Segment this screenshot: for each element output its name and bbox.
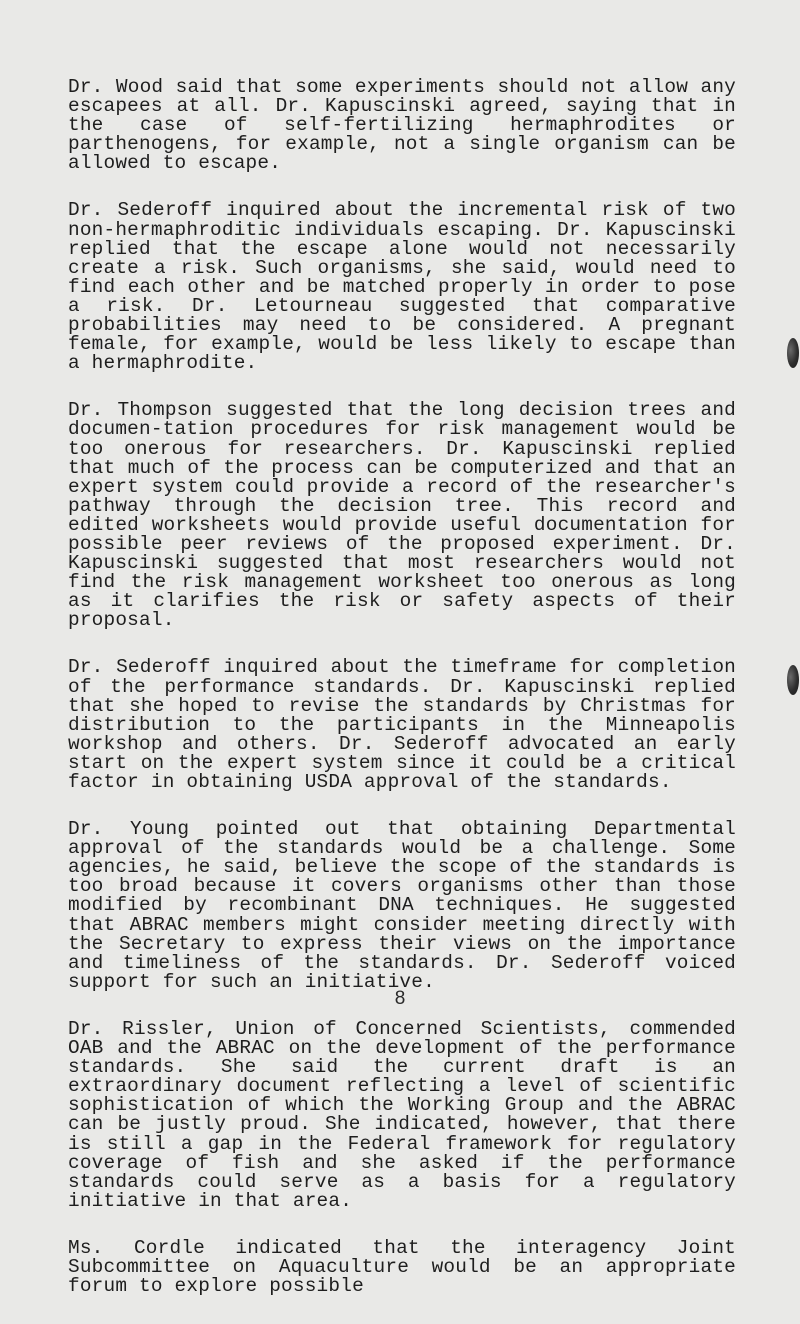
punch-hole-mark (787, 338, 799, 368)
punch-hole-mark (787, 665, 799, 695)
paragraph-rissler-commendation: Dr. Rissler, Union of Concerned Scientists, commended OAB and the ABRAC on the development of the performance standards. She said the current draft is an extraordinary document reflecting a level of scientific sophistication of which the Working Group and the ABRAC can be justly proud. She indicated, however, that there is still a gap in the Federal framework for regulatory coverage of fish and she asked if the performance standards could serve as a basis for a regulatory initiative in that area. (68, 1017, 736, 1212)
paragraph-young-departmental-approval: Dr. Young pointed out that obtaining Departmental approval of the standards would be a challenge. Some agencies, he said, believe the scope of the standards is too broad because it covers organisms other than those modified by recombinant DNA techniques. He suggested that ABRAC members might consider meeting directly with the Secretary to express their views on the importance and timeliness of the standards. Dr. Sederoff voiced support for such an initiative. (68, 818, 736, 993)
paragraph-sederoff-incremental-risk: Dr. Sederoff inquired about the incremental risk of two non-hermaphroditic individuals escaping. Dr. Kapuscinski replied that the escape alone would not necessarily create a risk. Such organisms, she said, would need to find each other and be matched properly in order to pose a risk. Dr. Letourneau suggested that comparative probabilities may need to be considered. A pregnant female, for example, would be less likely to escape than a hermaphrodite. (68, 199, 736, 375)
page-number: 8 (394, 988, 406, 1009)
paragraph-sederoff-timeframe: Dr. Sederoff inquired about the timeframe for completion of the performance standards. Dr. Kapuscinski replied that she hoped to revise the standards by Christmas for distribution to the participants in the Minneapolis workshop and others. Dr. Sederoff advocated an early start on the expert system since it could be a critical factor in obtaining USDA approval of the standards. (68, 656, 736, 793)
paragraph-wood-escapees: Dr. Wood said that some experiments should not allow any escapees at all. Dr. Kapuscinski agreed, saying that in the case of self-fertilizing hermaphrodites or parthenogens, for example, not a single organism can be allowed to escape. (68, 76, 736, 175)
paragraph-cordle-aquaculture: Ms. Cordle indicated that the interagency Joint Subcommittee on Aquaculture would be an appropriate forum to explore possible (68, 1236, 736, 1298)
document-body (68, 78, 736, 1324)
paragraph-thompson-decision-trees: Dr. Thompson suggested that the long decision trees and documen-tation procedures for risk management would be too onerous for researchers. Dr. Kapuscinski replied that much of the process can be computerized and that an expert system could provide a record of the researcher's pathway through the decision tree. This record and edited worksheets would provide useful documentation for possible peer reviews of the proposed experiment. Dr. Kapuscinski suggested that most researchers would not find the risk management worksheet too onerous as long as it clarifies the risk or safety aspects of their proposal. (68, 399, 736, 632)
